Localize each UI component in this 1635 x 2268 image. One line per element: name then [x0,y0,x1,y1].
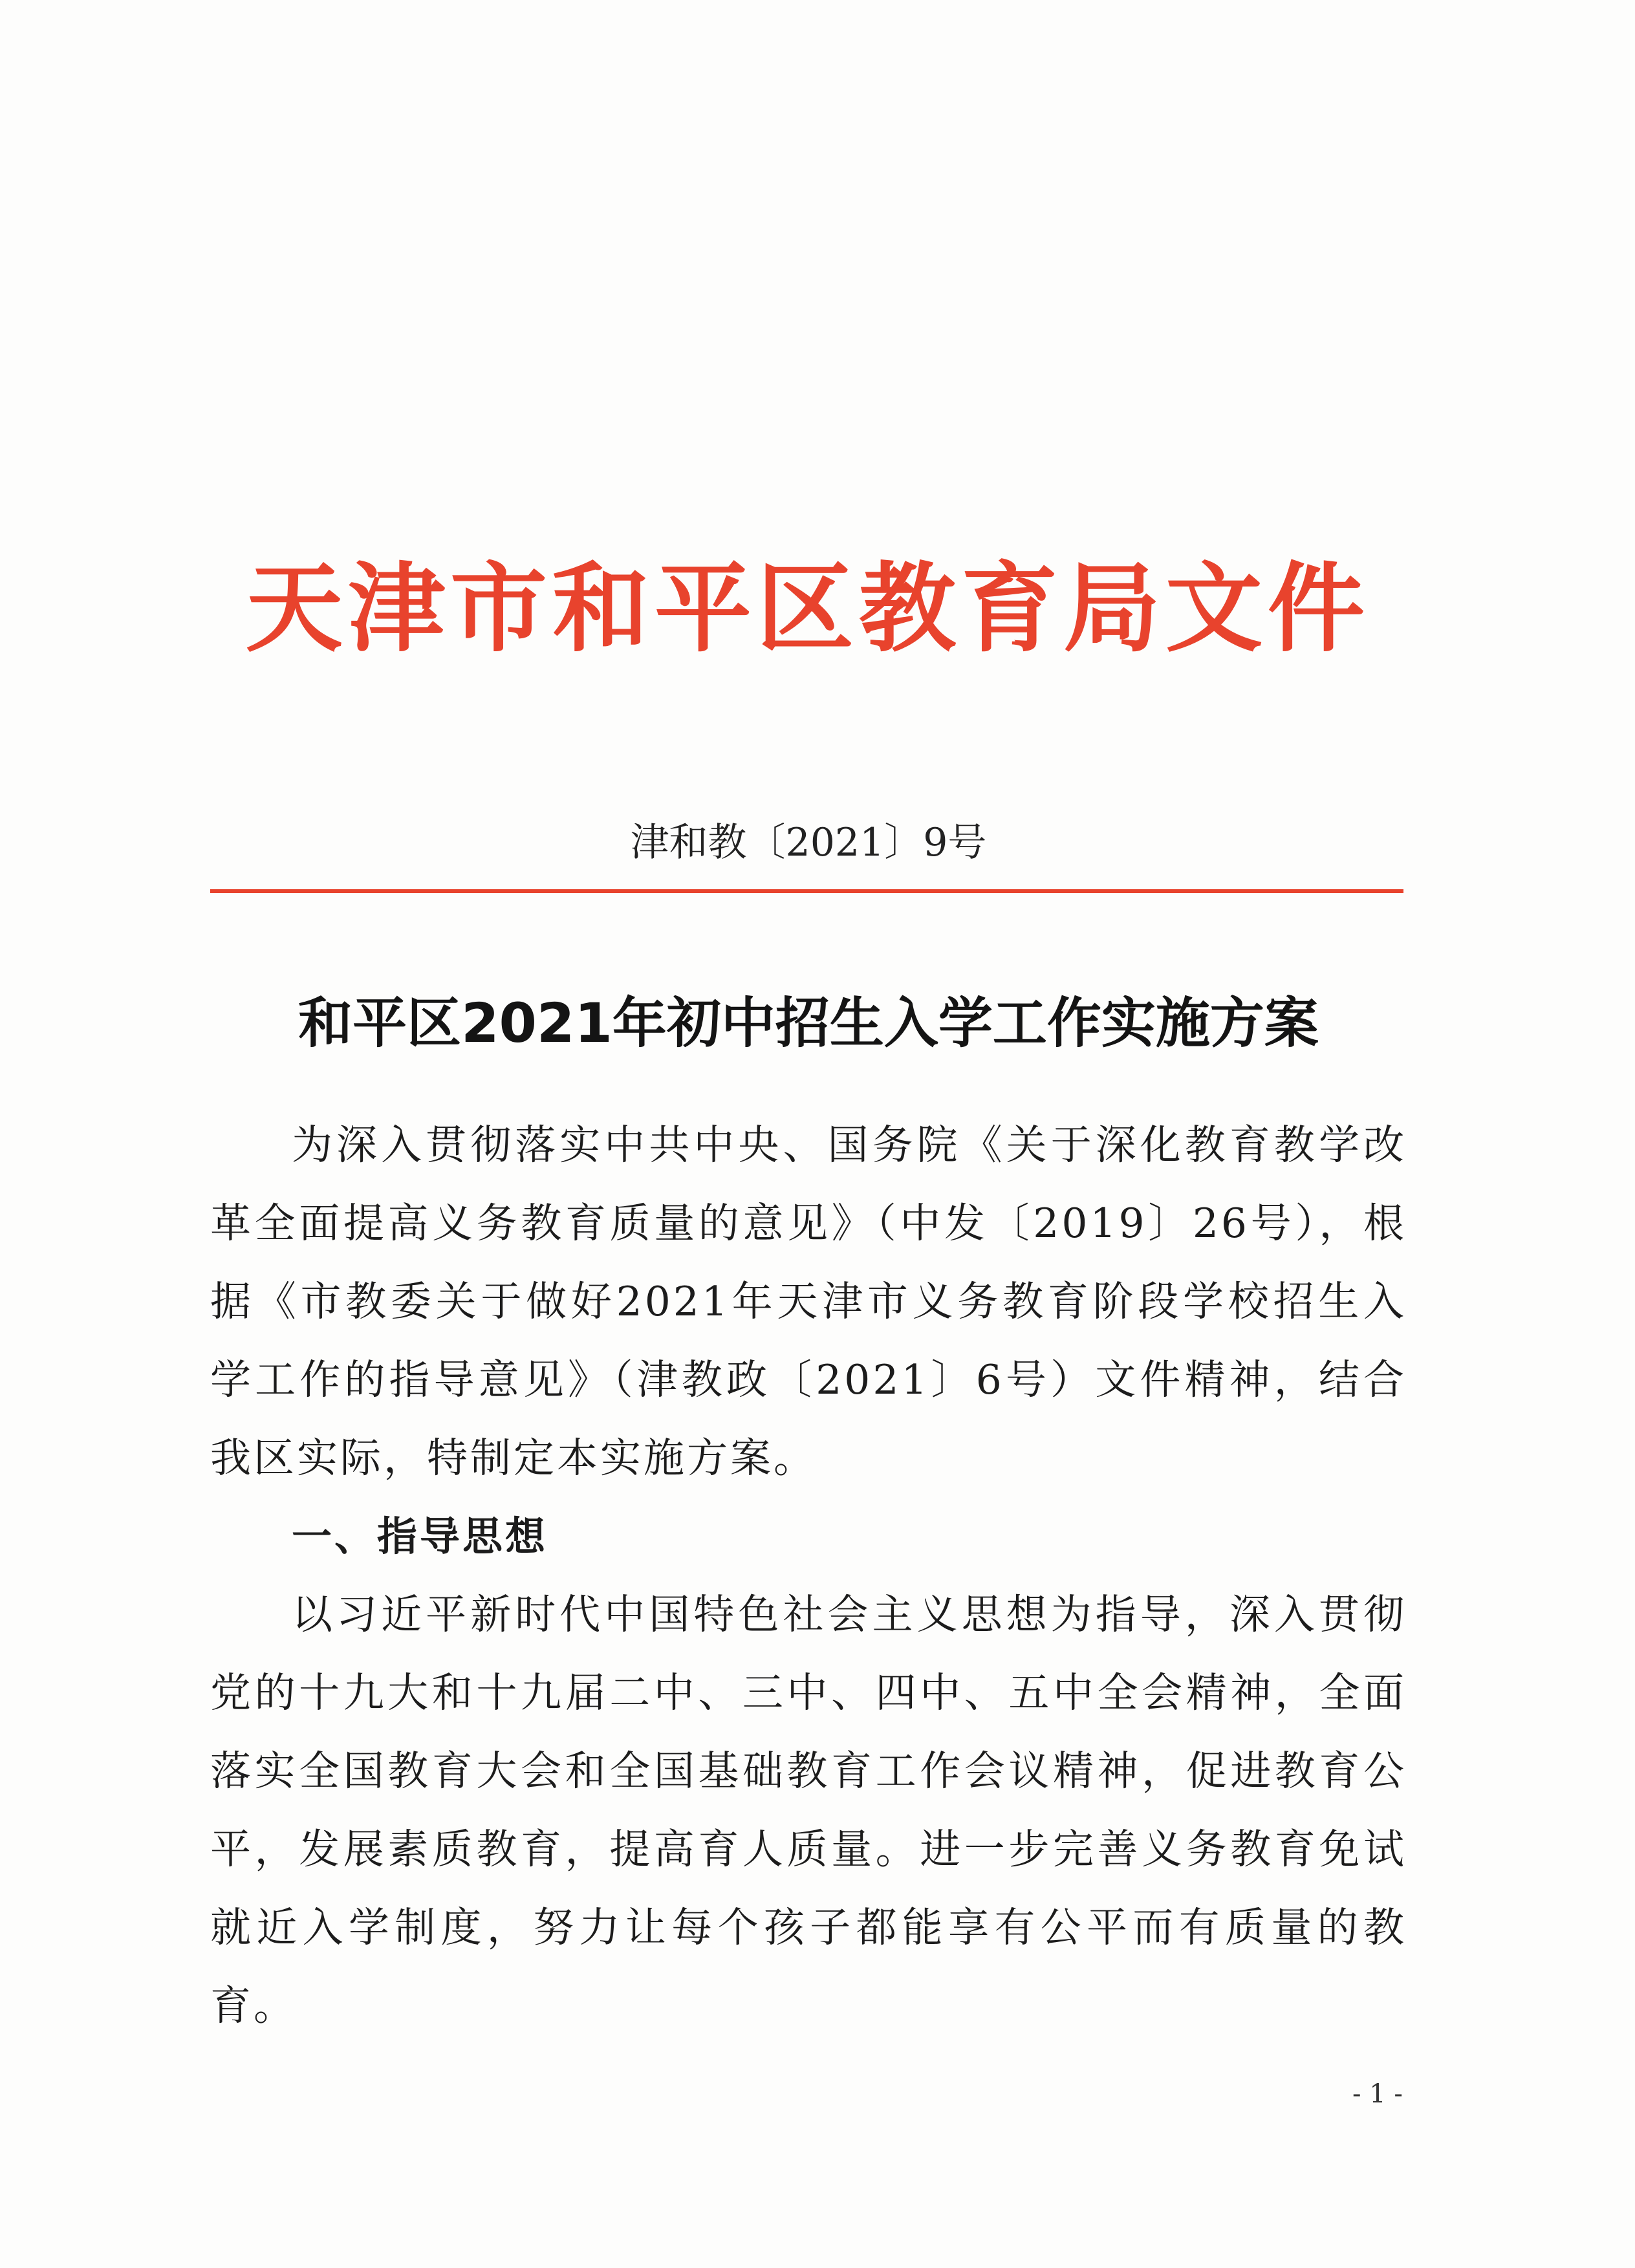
section-paragraph: 以习近平新时代中国特色社会主义思想为指导，深入贯彻党的十九大和十九届二中、三中、四中、五中全会精神，全面落实全国教育大会和全国基础教育工作会议精神，促进教育公平，发展素质教育，提高育人质量。进一步完善义务教育免试就近入学制度，努力让每个孩子都能享有公平而有质量的教育。 [210,1591,1407,2029]
intro-paragraph: 为深入贯彻落实中共中央、国务院《关于深化教育教学改革全面提高义务教育质量的意见》（中发〔2019〕26号），根据《市教委关于做好2021年天津市义务教育阶段学校招生入学工作的指导意见》（津教政〔2021〕6号）文件精神，结合我区实际，特制定本实施方案。 [210,1121,1407,1482]
red-divider-line [210,889,1403,893]
page-number: - 1 - [1352,2079,1403,2109]
document-number: 津和教〔2021〕9号 [630,820,987,865]
issuing-authority-header: 天津市和平区教育局文件 [246,553,1370,665]
document-title: 和平区2021年初中招生入学工作实施方案 [298,991,1319,1055]
document-body [210,1106,1407,2045]
section-heading: 一、指导思想 [292,1513,548,1560]
